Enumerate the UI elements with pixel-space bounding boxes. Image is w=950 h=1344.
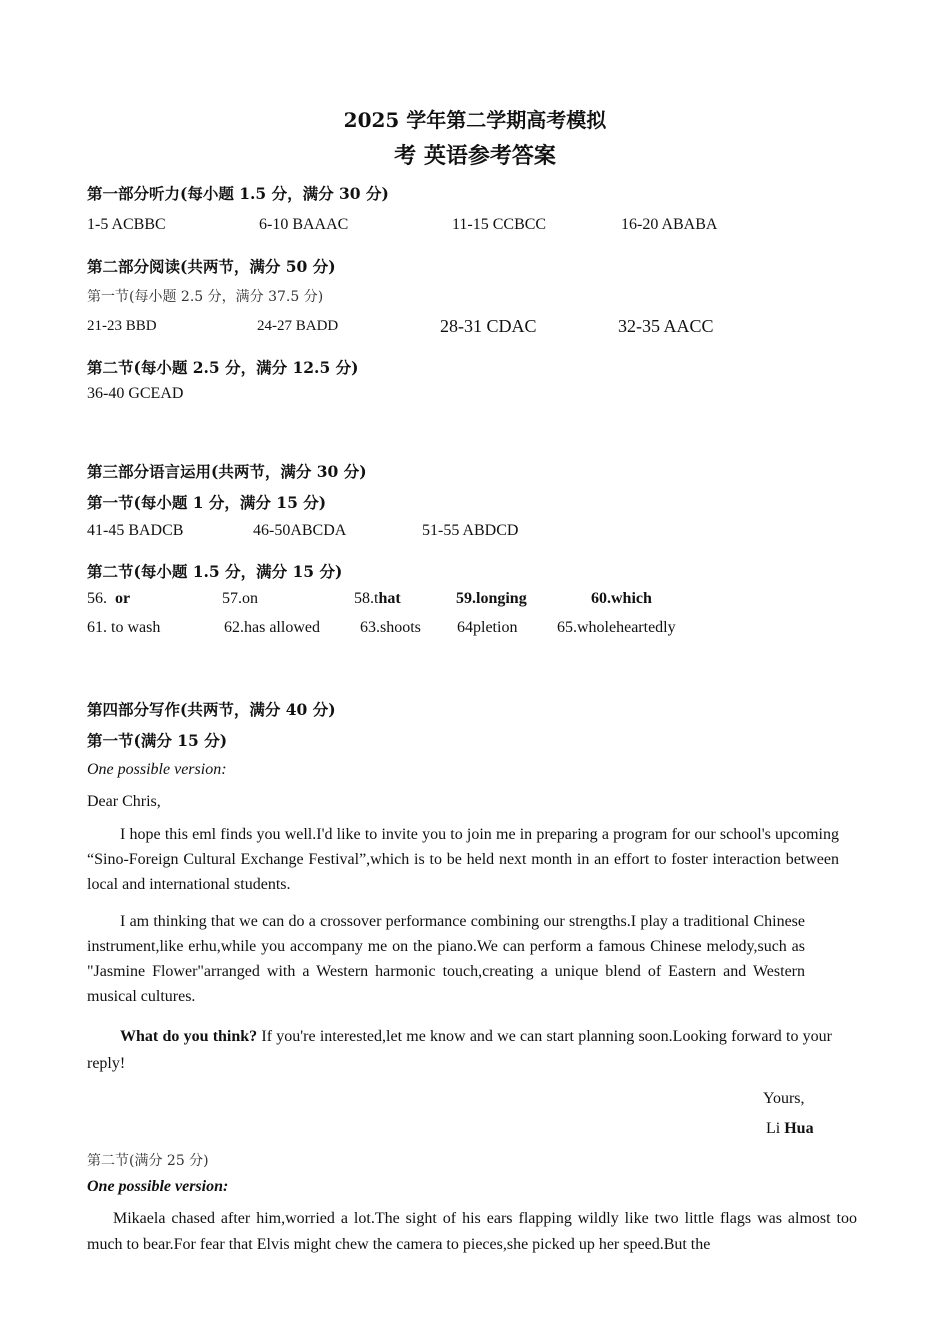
part3-section1-heading: 第一节(每小题 1 分，满分 15 分) (87, 493, 327, 512)
part3-section2-heading: 第二节(每小题 1.5 分，满分 15 分) (87, 562, 343, 581)
answer-56-number: 56. (87, 590, 107, 607)
answer-28-31: 28-31 CDAC (440, 316, 537, 336)
answer-62: 62.has allowed (224, 619, 320, 636)
letter-signature (766, 1120, 814, 1138)
page-title: 2025 学年第二学期高考模拟 (343, 108, 607, 132)
part2-section1-heading: 第一节(每小题 2.5 分，满分 37.5 分) (87, 289, 324, 305)
answer-51-55: 51-55 ABDCD (422, 522, 519, 539)
version-label: One possible version: (87, 761, 227, 778)
answer-1-5: 1-5 ACBBC (87, 216, 166, 233)
letter-paragraph-1: I hope this eml finds you well.I'd like to invite you to join me in preparing a program for our school's upcoming “Sino-Foreign Cultural Exchange Festival”,which is to be held next month in an effort to foster interaction between local and international students. (87, 826, 839, 893)
signature-last-name: Hua (784, 1120, 814, 1137)
answer-6-10: 6-10 BAAAC (259, 216, 349, 233)
answer-56-value: or (115, 590, 131, 607)
answer-11-15: 11-15 CCBCC (452, 216, 547, 233)
answer-65: 65.wholeheartedly (557, 619, 676, 636)
answer-61: 61. to wash (87, 619, 161, 636)
answer-32-35: 32-35 AACC (618, 316, 714, 336)
letter-paragraph-3-text: If you're interested,let me know and we can start planning soon.Looking forward to your reply! (87, 1028, 832, 1072)
letter-question: What do you think? (120, 1028, 258, 1045)
answer-63: 63.shoots (360, 619, 421, 636)
answer-57: 57.on (222, 590, 258, 607)
answer-16-20: 16-20 ABABA (621, 216, 718, 233)
part2-section2-heading: 第二节(每小题 2.5 分，满分 12.5 分) (87, 358, 359, 377)
answer-59: 59.longing (456, 590, 527, 607)
answer-36-40: 36-40 GCEAD (87, 385, 184, 402)
section2-version-label: One possible version: (87, 1178, 229, 1195)
part4-heading: 第四部分写作(共两节，满分 40 分) (87, 700, 336, 719)
part4-section1-heading: 第一节(满分 15 分) (87, 731, 228, 750)
answer-58-number: 58.t (354, 590, 379, 607)
letter-paragraph-3 (87, 1023, 832, 1077)
answer-24-27: 24-27 BADD (257, 318, 339, 334)
part4-section2-heading: 第二节(满分 25 分) (87, 1153, 209, 1169)
answer-58 (354, 590, 401, 608)
answer-60: 60.which (591, 590, 652, 607)
signature-first-name: Li (766, 1120, 785, 1137)
letter-closing: Yours, (763, 1090, 805, 1107)
part1-heading: 第一部分听力(每小题 1.5 分，满分 30 分) (87, 184, 389, 203)
answer-21-23: 21-23 BBD (87, 318, 157, 334)
page-subtitle: 考 英语参考答案 (394, 143, 556, 169)
answer-41-45: 41-45 BADCB (87, 522, 184, 539)
part3-heading: 第三部分语言运用(共两节，满分 30 分) (87, 462, 367, 481)
answer-46-50: 46-50ABCDA (253, 522, 347, 539)
story-paragraph: Mikaela chased after him,worried a lot.The sight of his ears flapping wildly like two little flags was almost too much to bear.For fear that Elvis might chew the camera to pieces,she picked up her speed.But the (87, 1210, 857, 1253)
answer-64: 64pletion (457, 619, 518, 636)
letter-salutation: Dear Chris, (87, 793, 161, 810)
part2-heading: 第二部分阅读(共两节，满分 50 分) (87, 257, 336, 276)
answer-56 (87, 590, 130, 608)
answer-58-value: hat (378, 590, 401, 607)
letter-paragraph-2: I am thinking that we can do a crossover performance combining our strengths.I play a traditional Chinese instrument,like erhu,while you accompany me on the piano.We can perform a famous Chinese melody,such as "Jasmine Flower"arranged with a Western harmonic touch,creating a unique blend of Eastern and Western musical cultures. (87, 913, 805, 1005)
